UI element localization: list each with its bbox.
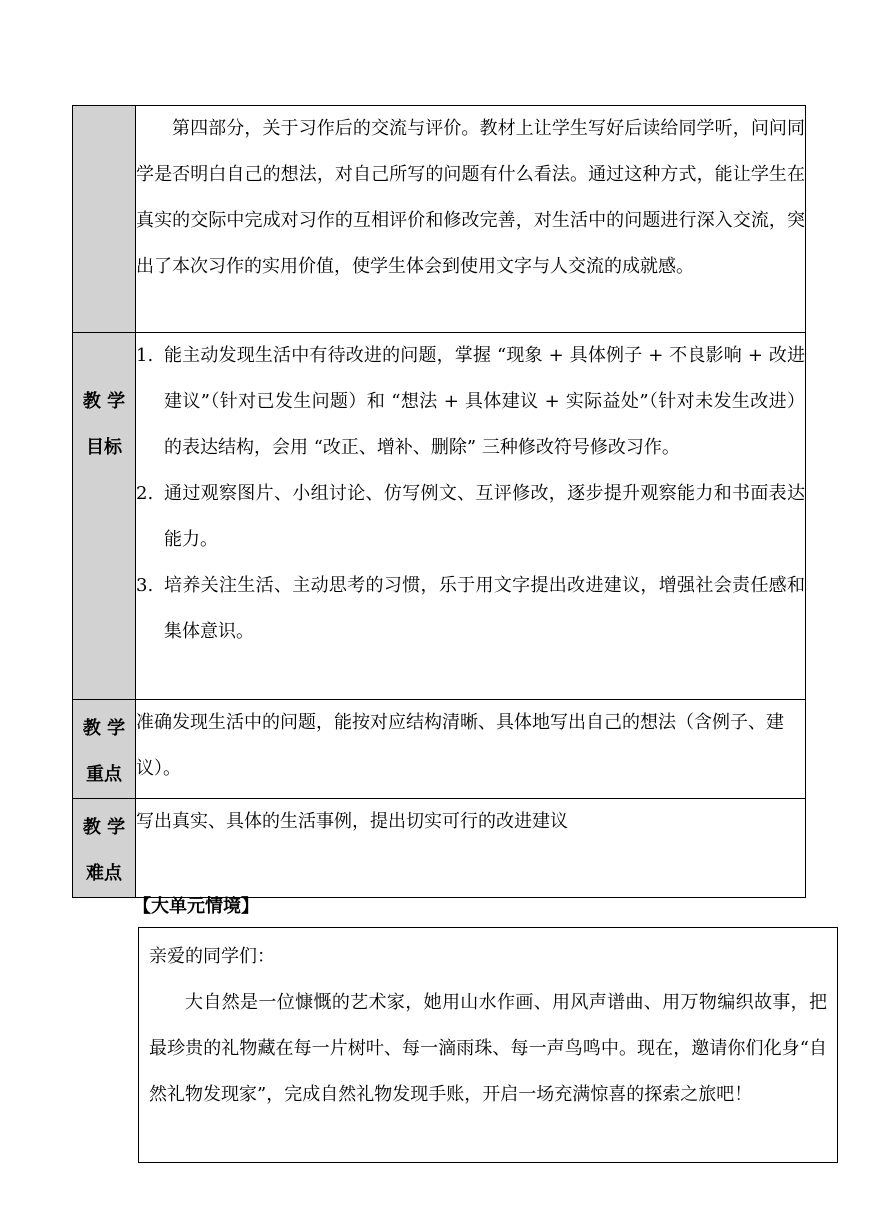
list-item-text: 培养关注生活、主动思考的习惯，乐于用文字提出改进建议，增强社会责任感和集体意识。 (164, 575, 805, 642)
list-item-number: 3. (136, 575, 154, 596)
label-line-1: 教 学 (82, 718, 126, 739)
table-row-difficulties (73, 799, 806, 898)
list-item-number: 1. (136, 345, 154, 366)
scenario-body: 大自然是一位慷慨的艺术家，她用山水作画、用风声谱曲、用万物编织故事，把最珍贵的礼物藏在每一片树叶、每一滴雨珠、每一声鸟鸣中。现在，邀请你们化身“自然礼物发现家”，完成自然礼物发现手账，开启一场充满惊喜的探索之旅吧！ (149, 992, 827, 1105)
table-row-teaching-goals (73, 333, 806, 700)
scenario-box (138, 927, 838, 1163)
label-line-1: 教 学 (82, 817, 126, 838)
scenario-greeting: 亲爱的同学们： (149, 946, 275, 967)
difficulties-text: 写出真实、具体的生活事例，提出切实可行的改进建议 (136, 799, 806, 898)
row-label-key-points (73, 700, 136, 799)
teaching-goals-cell (136, 333, 806, 700)
row-label-difficulties (73, 799, 136, 898)
label-line-2: 重点 (86, 764, 122, 785)
lesson-plan-table (72, 105, 806, 898)
list-item-text: 能主动发现生活中有待改进的问题，掌握 “现象 + 具体例子 + 不良影响 + 改进建议”（针对已发生问题）和 “想法 + 具体建议 + 实际益处”（针对未发生改进）的表达结构，会用 “改正、增补、删除” 三种修改符号修改习作。 (164, 345, 805, 458)
row-label-teaching-goals (73, 333, 136, 700)
label-line-2: 目标 (86, 437, 122, 458)
list-item (136, 471, 805, 563)
list-item-number: 2. (136, 483, 154, 504)
label-line-2: 难点 (86, 863, 122, 884)
goals-list (136, 333, 805, 655)
scenario-heading: 【大单元情境】 (133, 896, 259, 917)
list-item (136, 563, 805, 655)
table-row-key-points (73, 700, 806, 799)
table-row-part-four (73, 106, 806, 333)
list-item (136, 333, 805, 471)
list-item-text: 通过观察图片、小组讨论、仿写例文、互评修改，逐步提升观察能力和书面表达能力。 (164, 483, 805, 550)
row-label-empty (73, 106, 136, 333)
key-points-text: 准确发现生活中的问题，能按对应结构清晰、具体地写出自己的想法（含例子、建议）。 (136, 700, 806, 799)
part-four-paragraph: 第四部分，关于习作后的交流与评价。教材上让学生写好后读给同学听，问问同学是否明白自己的想法，对自己所写的问题有什么看法。通过这种方式，能让学生在真实的交际中完成对习作的互相评价和修改完善，对生活中的问题进行深入交流，突出了本次习作的实用价值，使学生体会到使用文字与人交流的成就感。 (136, 106, 806, 333)
label-line-1: 教 学 (82, 391, 126, 412)
